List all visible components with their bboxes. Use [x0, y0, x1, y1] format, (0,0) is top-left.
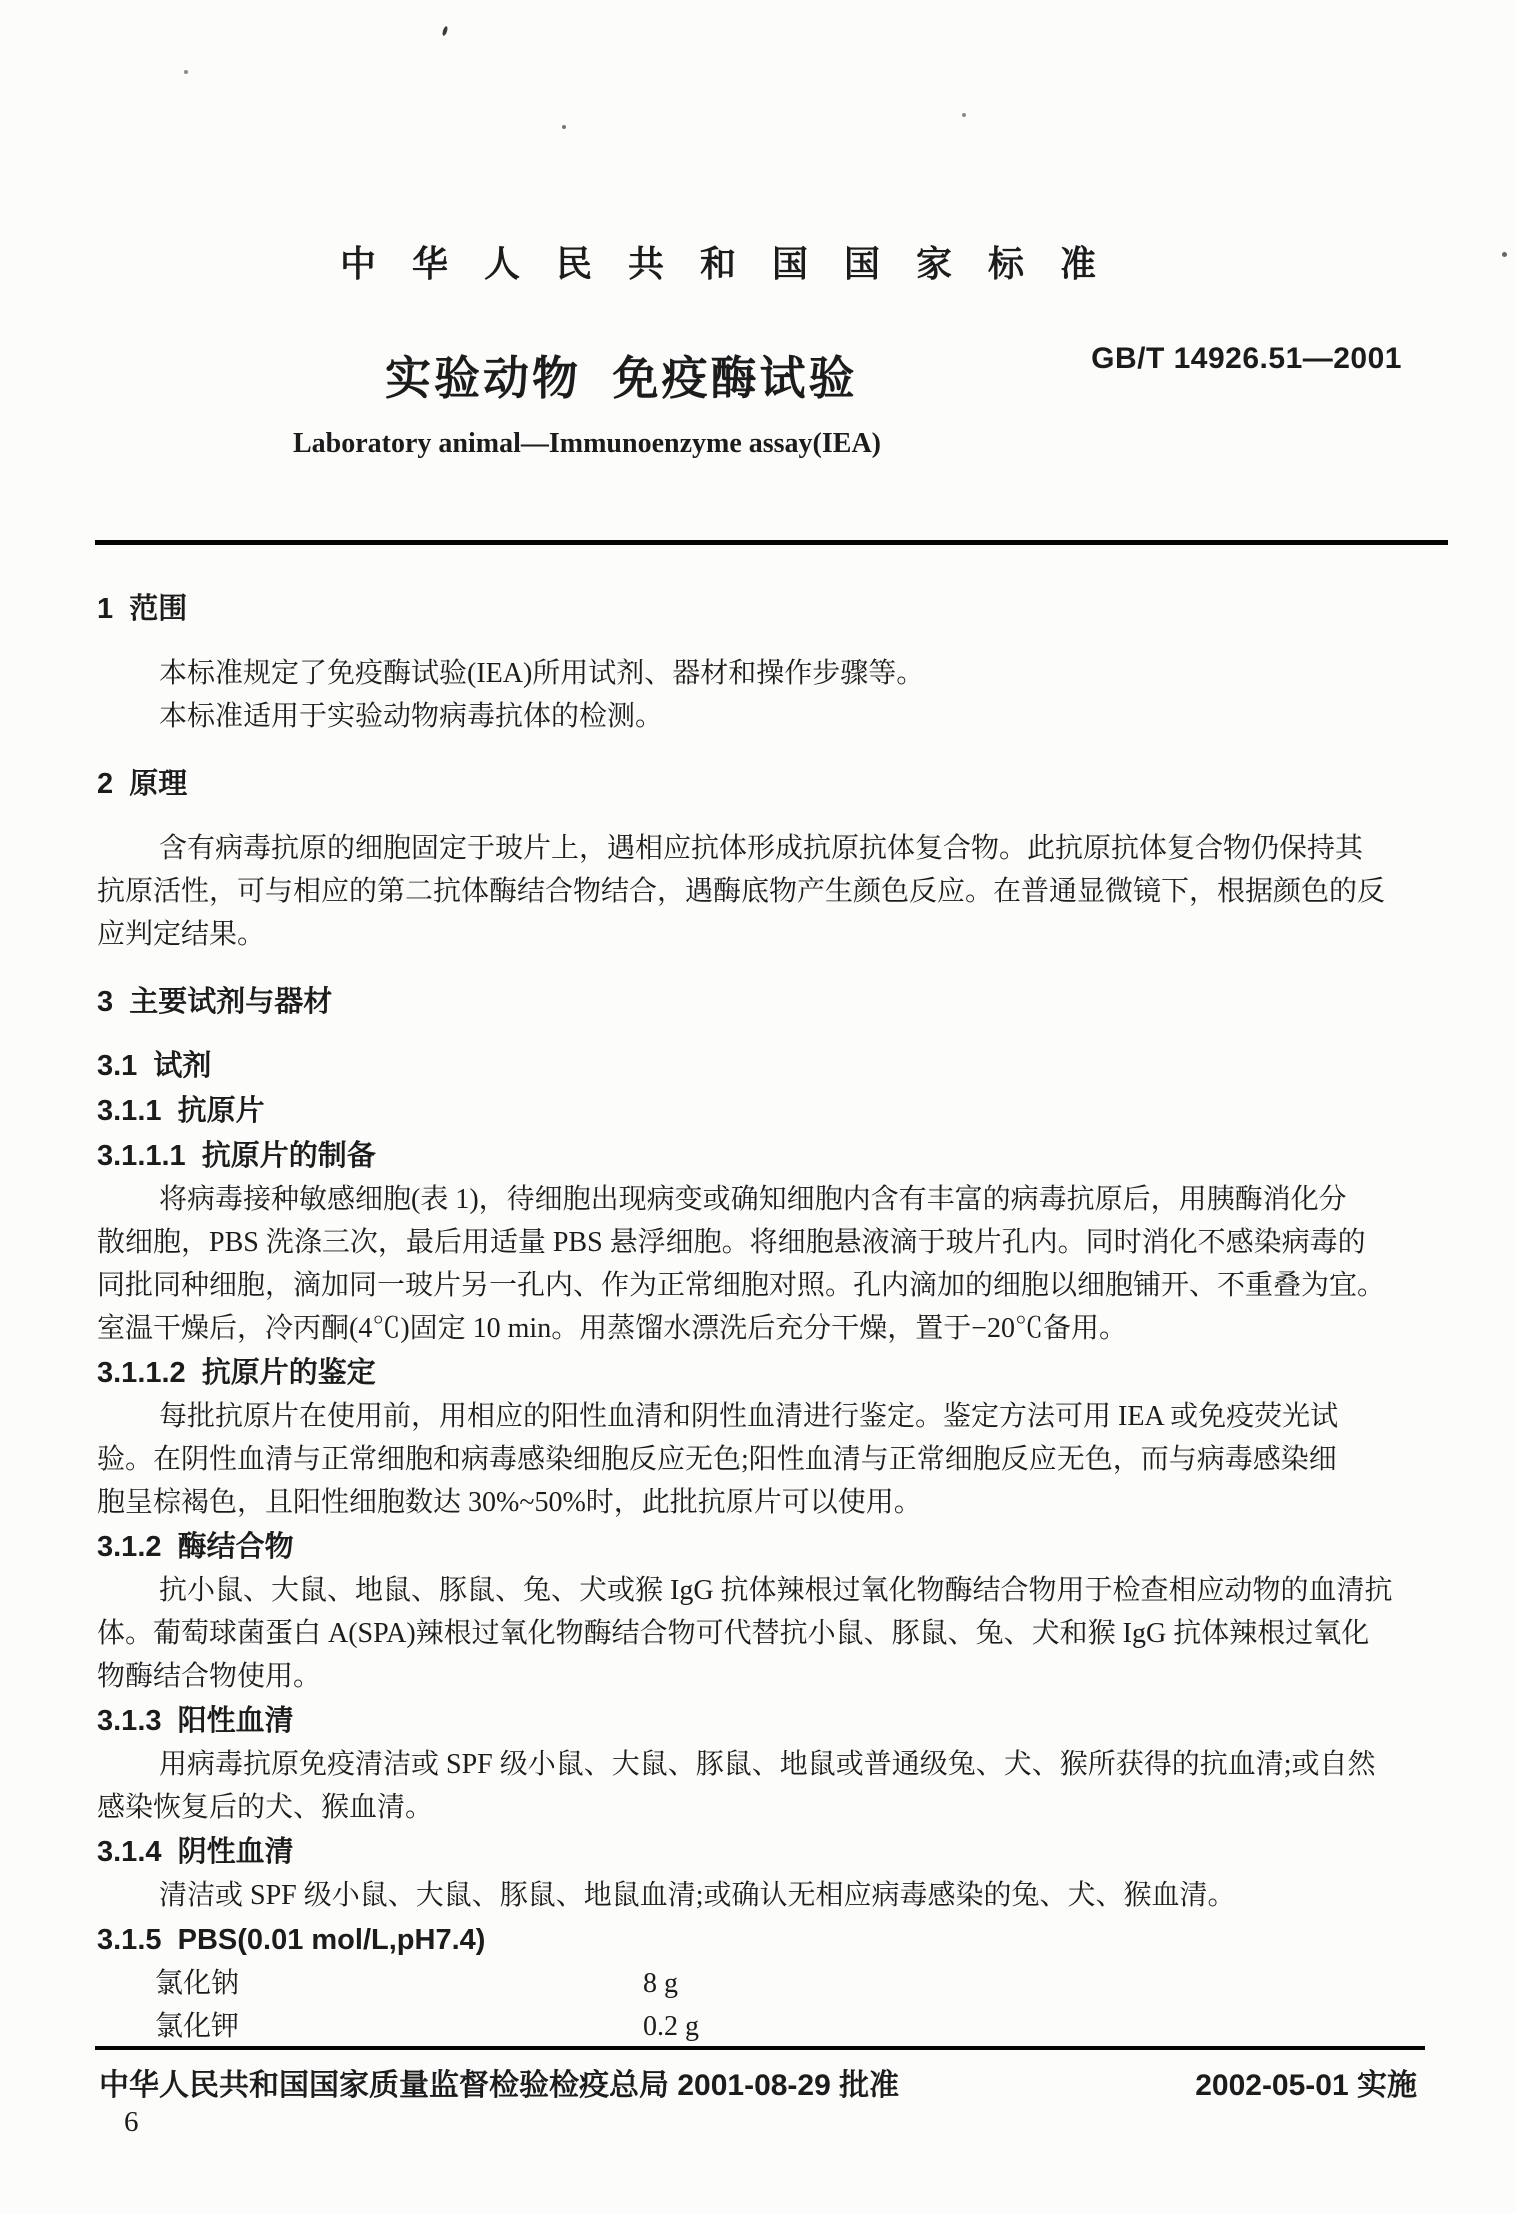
body-line: 室温干燥后，冷丙酮(4℃)固定 10 min。用蒸馏水漂洗后充分干燥，置于−20℃备用。: [97, 1313, 1128, 1344]
body-line: 每批抗原片在使用前，用相应的阳性血清和阴性血清进行鉴定。鉴定方法可用 IEA 或免疫荧光试: [159, 1401, 1339, 1432]
clause-heading: 3.1.5 PBS(0.01 mol/L,pH7.4): [97, 1924, 486, 1956]
reagent-row: [97, 1962, 1427, 2005]
body-line: 清洁或 SPF 级小鼠、大鼠、豚鼠、地鼠血清;或确认无相应病毒感染的兔、犬、猴血清。: [159, 1880, 1236, 1911]
reagent-row: [97, 2005, 1427, 2048]
body-line: 同批同种细胞，滴加同一玻片另一孔内、作为正常细胞对照。孔内滴加的细胞以细胞铺开、不重叠为宜。: [97, 1270, 1386, 1301]
body-line: 物酶结合物使用。: [97, 1661, 322, 1692]
implementation-date: 2002-05-01 实施: [1195, 2069, 1417, 2102]
body-line: 应判定结果。: [97, 919, 266, 950]
body-line: 含有病毒抗原的细胞固定于玻片上，遇相应抗体形成抗原抗体复合物。此抗原抗体复合物仍保持其: [159, 833, 1364, 864]
reagent-name: 氯化钠: [155, 1968, 240, 1999]
body-line: 将病毒接种敏感细胞(表 1)，待细胞出现病变或确知细胞内含有丰富的病毒抗原后，用胰酶消化分: [159, 1184, 1347, 1215]
document-body: [97, 588, 1427, 2048]
footer-rule: [95, 2046, 1425, 2050]
body-line: 感染恢复后的犬、猴血清。: [97, 1792, 434, 1823]
body-line: 验。在阴性血清与正常细胞和病毒感染细胞反应无色;阳性血清与正常细胞反应无色，而与病毒感染细: [97, 1444, 1337, 1475]
approval-statement: 中华人民共和国国家质量监督检验检疫总局 2001-08-29 批准: [99, 2069, 900, 2102]
clause-heading: 3.1.3 阳性血清: [97, 1705, 294, 1737]
clause-heading: 3.1 试剂: [97, 1050, 212, 1082]
document-title-cn: 实验动物 免疫酶试验: [385, 352, 858, 404]
body-line: 本标准规定了免疫酶试验(IEA)所用试剂、器材和操作步骤等。: [159, 658, 925, 689]
body-line: 用病毒抗原免疫清洁或 SPF 级小鼠、大鼠、豚鼠、地鼠或普通级兔、犬、猴所获得的抗血清;或自然: [159, 1749, 1376, 1780]
document-title-en: Laboratory animal—Immunoenzyme assay(IEA): [293, 428, 881, 459]
scan-speck: [442, 26, 449, 37]
clause-heading: 1 范围: [97, 593, 188, 625]
clause-heading: 3.1.1.1 抗原片的制备: [97, 1140, 376, 1172]
scan-speck: [184, 70, 188, 74]
body-line: 抗小鼠、大鼠、地鼠、豚鼠、兔、犬或猴 IgG 抗体辣根过氧化物酶结合物用于检查相应动物的血清抗: [159, 1575, 1393, 1606]
reagent-name: 氯化钾: [155, 2011, 240, 2042]
clause-heading: 3.1.2 酶结合物: [97, 1531, 294, 1563]
page-number: 6: [124, 2106, 139, 2138]
standard-number: GB/T 14926.51—2001: [1091, 342, 1402, 375]
body-line: 散细胞，PBS 洗涤三次，最后用适量 PBS 悬浮细胞。将细胞悬液滴于玻片孔内。同时消化不感染病毒的: [97, 1227, 1366, 1258]
scan-speck: [1502, 252, 1507, 257]
body-line: 抗原活性，可与相应的第二抗体酶结合物结合，遇酶底物产生颜色反应。在普通显微镜下，根据颜色的反: [97, 876, 1386, 907]
body-line: 胞呈棕褐色，且阳性细胞数达 30%~50%时，此批抗原片可以使用。: [97, 1487, 922, 1518]
clause-heading: 3.1.1 抗原片: [97, 1095, 265, 1127]
standard-header-label: 中 华 人 民 共 和 国 国 家 标 准: [340, 243, 1110, 284]
clause-heading: 3 主要试剂与器材: [97, 986, 333, 1018]
body-line: 体。葡萄球菌蛋白 A(SPA)辣根过氧化物酶结合物可代替抗小鼠、豚鼠、兔、犬和猴 IgG 抗体辣根过氧化: [97, 1618, 1370, 1649]
clause-heading: 3.1.4 阴性血清: [97, 1836, 294, 1868]
clause-heading: 2 原理: [97, 768, 188, 800]
reagent-amount: 8 g: [643, 1968, 678, 1999]
body-line: 本标准适用于实验动物病毒抗体的检测。: [159, 701, 664, 732]
scan-speck: [962, 113, 966, 117]
scan-speck: [562, 125, 566, 129]
header-rule: [95, 540, 1448, 545]
reagent-amount: 0.2 g: [643, 2011, 699, 2042]
clause-heading: 3.1.1.2 抗原片的鉴定: [97, 1357, 376, 1389]
